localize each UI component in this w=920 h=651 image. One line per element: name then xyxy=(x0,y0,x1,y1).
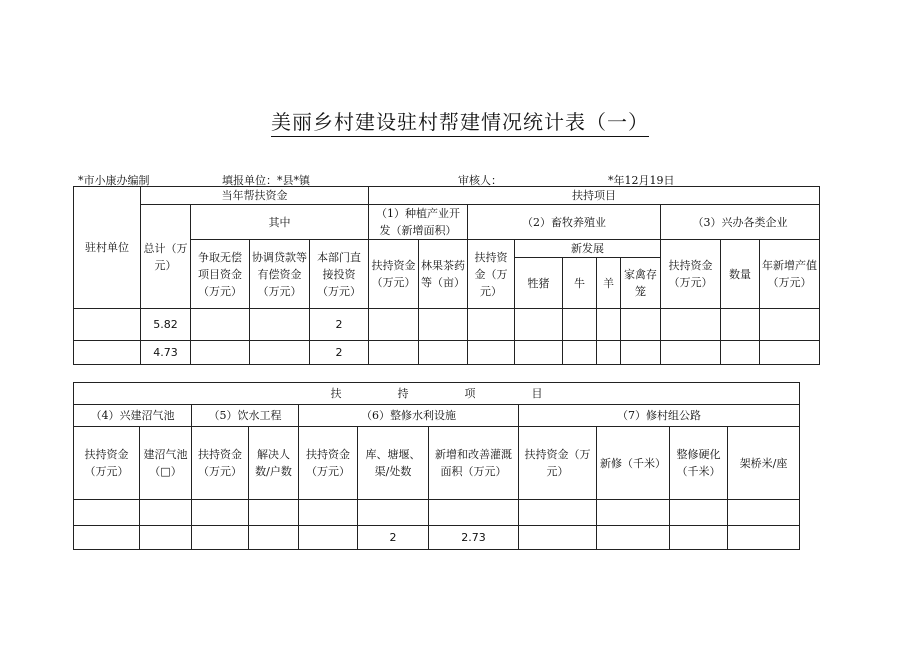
header-irrigation-fund: 扶持资金（万元） xyxy=(299,427,358,500)
cell-irrigation-area xyxy=(429,500,519,526)
header-planting-fund: 扶持资金（万元） xyxy=(369,240,419,309)
header-support-projects: 扶 持 项 目 xyxy=(74,383,800,405)
cell-irrigation-area: 2.73 xyxy=(429,526,519,550)
report-date: *年12月19日 xyxy=(608,174,675,187)
header-bridge: 架桥米/座 xyxy=(728,427,800,500)
header-cattle: 牛 xyxy=(563,258,597,309)
cell-total: 5.82 xyxy=(141,309,191,341)
compiler-label: *市小康办编制 xyxy=(78,174,150,187)
header-biogas-fund: 扶持资金（万元） xyxy=(74,427,140,500)
header-sheep: 羊 xyxy=(597,258,621,309)
header-water-fund: 扶持资金（万元） xyxy=(192,427,249,500)
header-total: 总计（万元） xyxy=(141,205,191,309)
header-water-supply: （5）饮水工程 xyxy=(192,405,299,427)
reporting-unit: 填报单位：*县*镇 xyxy=(222,174,310,187)
header-road-fund: 扶持资金（万元） xyxy=(519,427,597,500)
header-planting-area: 林果茶药等（亩） xyxy=(419,240,468,309)
header-irrigation: （6）整修水利设施 xyxy=(299,405,519,427)
header-village-unit: 驻村单位 xyxy=(74,187,141,309)
table-row xyxy=(74,500,800,526)
header-enterprise: （3）兴办各类企业 xyxy=(661,205,820,240)
header-irrigation-area: 新增和改善灌溉面积（万元） xyxy=(429,427,519,500)
header-loan-funds: 协调贷款等有偿资金（万元） xyxy=(250,240,310,309)
header-livestock-fund: 扶持资金（万元） xyxy=(468,240,515,309)
header-road-harden: 整修硬化（千米） xyxy=(670,427,728,500)
cell-total: 4.73 xyxy=(141,341,191,365)
header-annual-funds: 当年帮扶资金 xyxy=(141,187,369,205)
header-enterprise-fund: 扶持资金（万元） xyxy=(661,240,721,309)
header-reservoir: 库、塘堰、渠/处数 xyxy=(358,427,429,500)
header-biogas-count: 建沼气池（□） xyxy=(140,427,192,500)
header-poultry: 家禽存笼 xyxy=(621,258,661,309)
header-biogas: （4）兴建沼气池 xyxy=(74,405,192,427)
header-free-funds: 争取无偿项目资金（万元） xyxy=(191,240,250,309)
header-new-development: 新发展 xyxy=(515,240,661,258)
header-pig: 牲猪 xyxy=(515,258,563,309)
table-row xyxy=(74,526,800,550)
header-support-projects: 扶持项目 xyxy=(369,187,820,205)
reviewer-label: 审核人： xyxy=(458,174,502,187)
header-road-new: 新修（千米） xyxy=(597,427,670,500)
header-enterprise-output: 年新增产值（万元） xyxy=(760,240,820,309)
table-row xyxy=(74,341,820,365)
cell-dept: 2 xyxy=(310,309,369,341)
header-water-people: 解决人数/户数 xyxy=(249,427,299,500)
header-livestock: （2）畜牧养殖业 xyxy=(468,205,661,240)
page-title: 美丽乡村建设驻村帮建情况统计表（一） xyxy=(0,106,920,135)
header-planting: （1）种植产业开发（新增面积） xyxy=(369,205,468,240)
header-roads: （7）修村组公路 xyxy=(519,405,800,427)
header-among: 其中 xyxy=(191,205,369,240)
header-enterprise-count: 数量 xyxy=(721,240,760,309)
header-dept-investment: 本部门直接投资（万元） xyxy=(310,240,369,309)
cell-reservoir xyxy=(358,500,429,526)
table-row xyxy=(74,309,820,341)
cell-dept: 2 xyxy=(310,341,369,365)
cell-reservoir: 2 xyxy=(358,526,429,550)
table-funds-projects xyxy=(73,186,820,365)
table-infrastructure-projects xyxy=(73,382,800,550)
